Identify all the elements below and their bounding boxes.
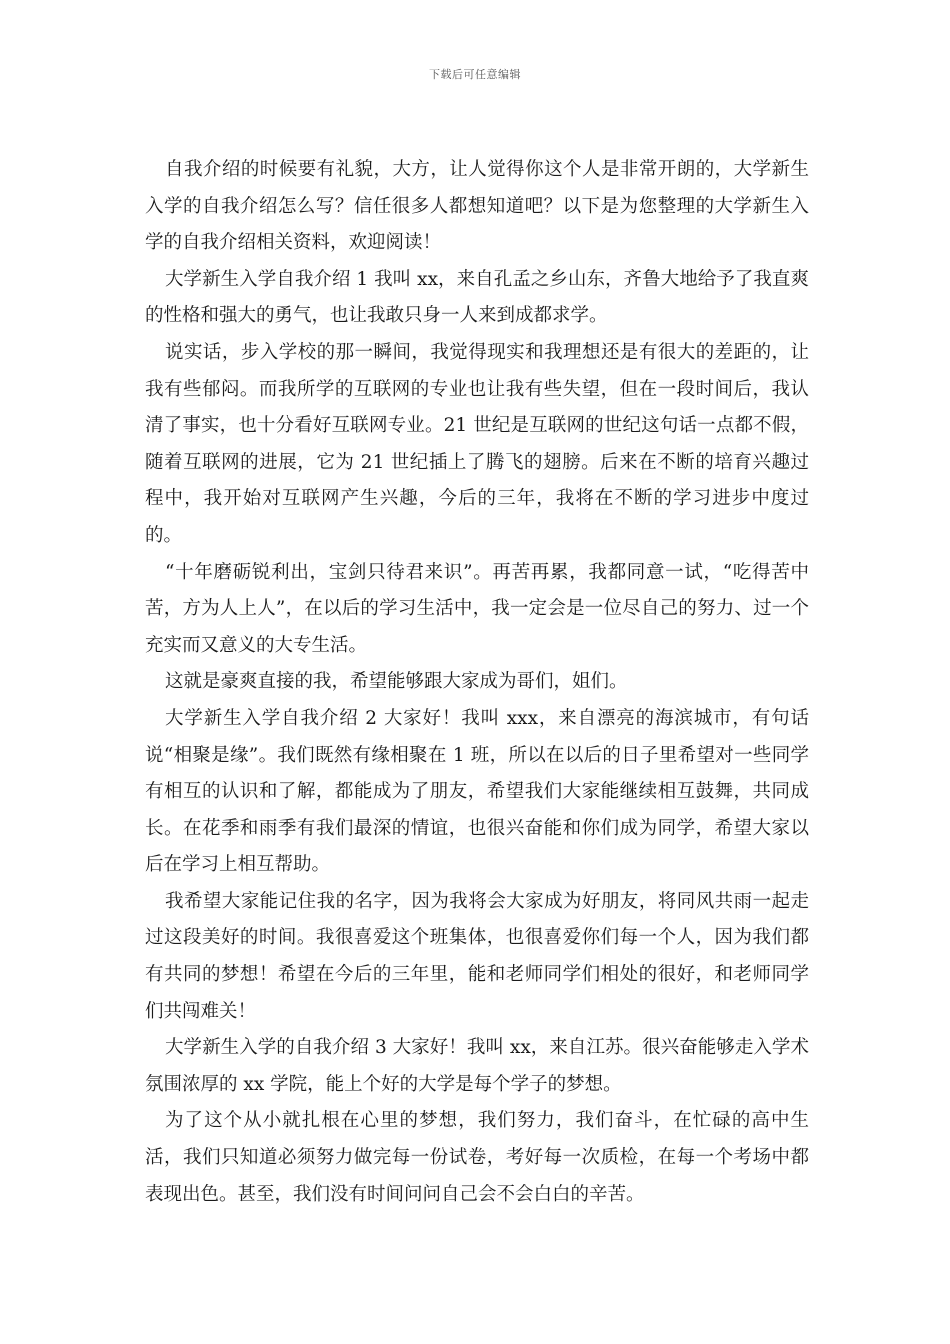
paragraph-intro-1: 大学新生入学自我介绍 1 我叫 xx，来自孔孟之乡山东，齐鲁大地给予了我直爽的性格和强大的勇气，也让我敢只身一人来到成都求学。: [145, 268, 809, 327]
paragraph-reality: 说实话，步入学校的那一瞬间，我觉得现实和我理想还是有很大的差距的，让我有些郁闷。而我所学的互联网的专业也让我有些失望，但在一段时间后，我认清了事实，也十分看好互联网专业。21 世纪是互联网的世纪这句话一点都不假，随着互联网的进展，它为 21 世纪插上了腾飞的翅膀。后来在不断的培育兴趣过程中，我开始对互联网产生兴趣，今后的三年，我将在不断的学习进步中度过的。: [145, 341, 809, 546]
paragraph-intro: 自我介绍的时候要有礼貌，大方，让人觉得你这个人是非常开朗的，大学新生入学的自我介绍怎么写？信任很多人都想知道吧？以下是为您整理的大学新生入学的自我介绍相关资料，欢迎阅读！: [145, 159, 809, 254]
document-body: [145, 152, 809, 1213]
paragraph-intro-3: 大学新生入学的自我介绍 3 大家好！我叫 xx，来自江苏。很兴奋能够走入学术氛围浓厚的 xx 学院，能上个好的大学是每个学子的梦想。: [145, 1037, 809, 1095]
paragraph-hope: 我希望大家能记住我的名字，因为我将会大家成为好朋友，将同风共雨一起走过这段美好的时间。我很喜爱这个班集体，也很喜爱你们每一个人，因为我们都有共同的梦想！希望在今后的三年里，能和老师同学们相处的很好，和老师同学们共闯难关！: [145, 890, 809, 1022]
paragraph-dream: 为了这个从小就扎根在心里的梦想，我们努力，我们奋斗，在忙碌的高中生活，我们只知道必须努力做完每一份试卷，考好每一次质检，在每一个考场中都表现出色。甚至，我们没有时间问问自己会不会白白的辛苦。: [145, 1110, 809, 1205]
paragraph-quote: “十年磨砺锐利出，宝剑只待君来识”。再苦再累，我都同意一试，“吃得苦中苦，方为人上人”，在以后的学习生活中，我一定会是一位尽自己的努力、过一个充实而又意义的大专生活。: [145, 561, 809, 656]
paragraph-closing-1: 这就是豪爽直接的我，希望能够跟大家成为哥们，姐们。: [165, 671, 628, 693]
page-header: 下载后可任意编辑: [429, 68, 521, 81]
paragraph-intro-2: 大学新生入学自我介绍 2 大家好！我叫 xxx，来自漂亮的海滨城市，有句话说“相聚是缘”。我们既然有缘相聚在 1 班，所以在以后的日子里希望对一些同学有相互的认识和了解，都能成为了朋友，希望我们大家能继续相互鼓舞，共同成长。在花季和雨季有我们最深的情谊，也很兴奋能和你们成为同学，希望大家以后在学习上相互帮助。: [145, 707, 809, 876]
